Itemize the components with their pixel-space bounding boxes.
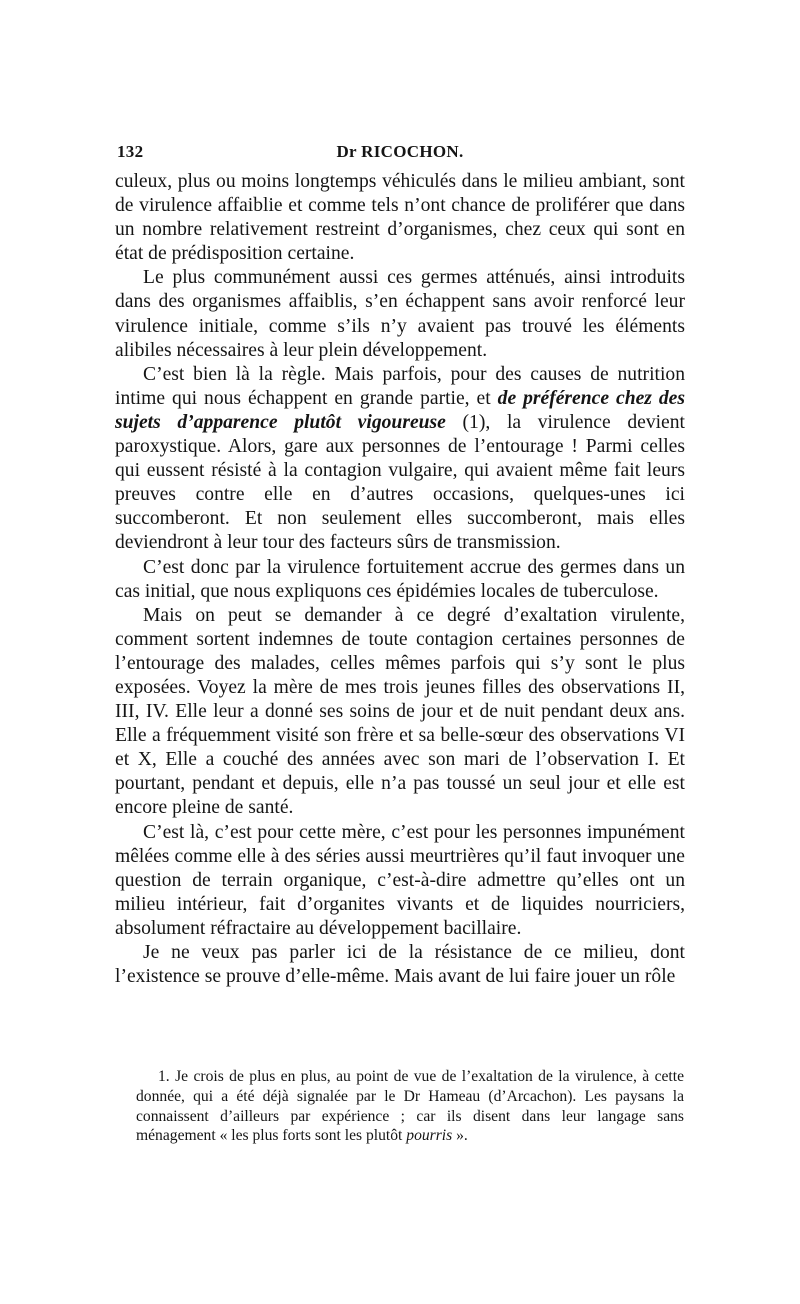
- paragraph-with-emphasis: [115, 363, 685, 556]
- page-number: 132: [117, 142, 144, 161]
- paragraph: Le plus communément aussi ces germes atténués, ainsi introduits dans des organismes affaiblis, s’en échappent sans avoir renforcé leur virulence initiale, comme s’ils n’y avaient pas trouvé les éléments alibiles nécessaires à leur plein développement.: [115, 267, 685, 361]
- footnote-text-part: ».: [452, 1127, 468, 1145]
- paragraph-text: C’est bien là la règle. Mais parfois, pour des causes de nutrition intime qui nous échappent en grande partie, et: [115, 363, 685, 409]
- running-head: [115, 138, 685, 164]
- footnote-text-part: 1. Je crois de plus en plus, au point de vue de l’exaltation de la virulence, à cette donnée, qui a été déjà signalée par le Dr Hameau (d’Arcachon). Les paysans la connaissent d’ailleurs par expérience ; car ils disent dans leur langage sans ménagement « les plus forts sont les plutôt: [136, 1068, 684, 1145]
- paragraph: C’est donc par la virulence fortuitement accrue des germes dans un cas initial, que nous expliquons ces épidémies locales de tuberculose.: [115, 556, 685, 602]
- footnote-italic: pourris: [406, 1127, 453, 1145]
- paragraph: C’est là, c’est pour cette mère, c’est pour les personnes impunément mêlées comme elle à des séries aussi meurtrières qu’il faut invoquer une question de terrain organique, c’est-à-dire admettre qu’elles ont un milieu intérieur, fait d’organites vivants et de liquides nourriciers, absolument réfractaire au développement bacillaire.: [115, 821, 685, 939]
- paragraph: Mais on peut se demander à ce degré d’exaltation virulente, comment sortent indemnes de toute contagion certaines personnes de l’entourage des malades, celles mêmes parfois qui s’y sont le plus exposées. Voyez la mère de mes trois jeunes filles des observations II, III, IV. Elle leur a donné ses soins de jour et de nuit pendant deux ans. Elle a fréquemment visité son frère et sa belle-sœur des observations VI et X, Elle a couché des années avec son mari de l’observation I. Et pourtant, pendant et depuis, elle n’a pas toussé un seul jour et elle est encore pleine de santé.: [115, 604, 685, 819]
- footnote-text: [136, 1067, 684, 1146]
- paragraph: Je ne veux pas parler ici de la résistance de ce milieu, dont l’existence se prouve d’elle-même. Mais avant de lui faire jouer un rôle: [115, 942, 685, 988]
- paragraph-text: (1), la virulence devient paroxystique. Alors, gare aux personnes de l’entourage ! Parmi celles qui eussent résisté à la contagion vulgaire, qui avaient même fait leurs preuves contre elle en d’autres occasions, quelques-unes ici succomberont. Et non seulement elles succomberont, mais elles deviendront à leur tour des facteurs sûrs de transmission.: [115, 411, 685, 554]
- paragraph-continued: culeux, plus ou moins longtemps véhiculés dans le milieu ambiant, sont de virulence affaiblie et comme tels n’ont chance de proliférer que dans un nombre relativement restreint d’organismes, chez ceux qui sont en état de prédisposition certaine.: [115, 171, 685, 265]
- body-text: [115, 170, 685, 989]
- footnote: [136, 1067, 684, 1146]
- emphasized-text: de préférence chez des sujets d’apparence plutôt vigoureuse: [115, 387, 685, 433]
- running-title: Dr RICOCHON.: [336, 142, 464, 161]
- book-page: [115, 138, 685, 989]
